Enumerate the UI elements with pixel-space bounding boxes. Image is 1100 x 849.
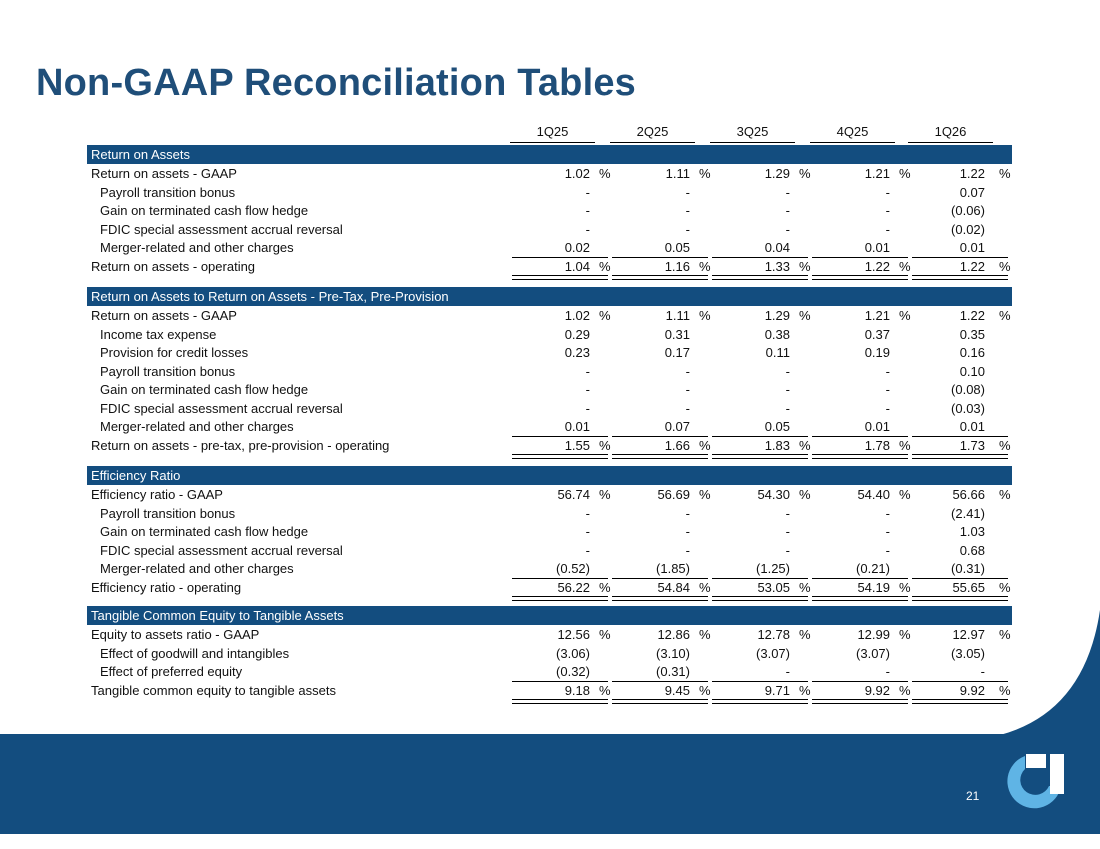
cell-value: (0.03) xyxy=(951,400,985,416)
cell-value: 1.22 xyxy=(959,258,985,274)
row-label: Merger-related and other charges xyxy=(100,240,294,255)
percent-sign: % xyxy=(699,579,711,595)
cell-value: 1.55 xyxy=(564,437,590,453)
row-label: Gain on terminated cash flow hedge xyxy=(100,382,309,397)
cell-value: 56.22 xyxy=(557,579,590,595)
cell-value: - xyxy=(785,203,790,218)
cell-value: (0.08) xyxy=(951,382,985,397)
percent-sign: % xyxy=(899,682,911,698)
column-header-1q25: 1Q25 xyxy=(510,124,595,143)
cell-value: - xyxy=(785,363,790,379)
cell-value: - xyxy=(585,524,590,539)
cell-value: 9.92 xyxy=(864,682,890,698)
section-header-label: Efficiency Ratio xyxy=(91,468,181,483)
cell-value: 12.99 xyxy=(857,627,890,642)
percent-sign: % xyxy=(599,258,611,274)
cell-value: 0.01 xyxy=(959,419,985,434)
cell-value: - xyxy=(685,382,690,397)
cell-value: - xyxy=(885,184,890,200)
cell-value: - xyxy=(885,505,890,521)
percent-sign: % xyxy=(799,258,811,274)
cell-value: 0.68 xyxy=(959,542,985,558)
percent-sign: % xyxy=(899,437,911,453)
cell-value: 1.78 xyxy=(864,437,890,453)
cell-value: 0.23 xyxy=(564,345,590,360)
percent-sign: % xyxy=(599,579,611,595)
cell-value: 1.73 xyxy=(959,437,985,453)
cell-value: 0.07 xyxy=(959,184,985,200)
cell-value: (3.10) xyxy=(656,645,690,661)
percent-sign: % xyxy=(999,166,1011,181)
cell-value: (1.25) xyxy=(756,561,790,576)
cell-value: - xyxy=(685,542,690,558)
cell-value: 0.29 xyxy=(564,326,590,342)
cell-value: (3.07) xyxy=(856,645,890,661)
cell-value: 53.05 xyxy=(757,579,790,595)
row-label: Gain on terminated cash flow hedge xyxy=(100,203,309,218)
cell-value: 0.04 xyxy=(764,240,790,255)
cell-value: - xyxy=(685,524,690,539)
percent-sign: % xyxy=(799,308,811,323)
cell-value: - xyxy=(685,400,690,416)
row-label: Tangible common equity to tangible assets xyxy=(91,682,336,698)
cell-value: 9.45 xyxy=(664,682,690,698)
percent-sign: % xyxy=(599,437,611,453)
cell-value: 56.74 xyxy=(557,487,590,502)
cell-value: 0.01 xyxy=(864,240,890,255)
cell-value: 0.01 xyxy=(959,240,985,255)
cell-value: - xyxy=(785,524,790,539)
cell-value: - xyxy=(585,542,590,558)
cell-value: 0.17 xyxy=(664,345,690,360)
cell-value: (0.52) xyxy=(556,561,590,576)
percent-sign: % xyxy=(999,437,1011,453)
cell-value: - xyxy=(685,221,690,237)
cell-value: - xyxy=(785,505,790,521)
row-label: Efficiency ratio - GAAP xyxy=(91,487,223,502)
cell-value: 1.11 xyxy=(665,166,690,181)
percent-sign: % xyxy=(999,579,1011,595)
percent-sign: % xyxy=(999,258,1011,274)
percent-sign: % xyxy=(699,437,711,453)
percent-sign: % xyxy=(699,258,711,274)
cell-value: 1.29 xyxy=(764,166,790,181)
section-header-label: Return on Assets to Return on Assets - Pre-Tax, Pre-Provision xyxy=(91,289,449,304)
row-label: Payroll transition bonus xyxy=(100,363,236,379)
cell-value: 0.01 xyxy=(864,419,890,434)
page-number: 21 xyxy=(966,789,980,803)
cell-value: (0.32) xyxy=(556,664,590,679)
cell-value: 1.04 xyxy=(564,258,590,274)
percent-sign: % xyxy=(799,487,811,502)
percent-sign: % xyxy=(699,627,711,642)
cell-value: (3.06) xyxy=(556,645,590,661)
cell-value: (0.21) xyxy=(856,561,890,576)
cell-value: 1.22 xyxy=(959,308,985,323)
column-header-1q26: 1Q26 xyxy=(908,124,993,143)
cell-value: - xyxy=(585,505,590,521)
cell-value: - xyxy=(585,221,590,237)
company-logo-icon xyxy=(1003,750,1069,816)
percent-sign: % xyxy=(799,627,811,642)
cell-value: - xyxy=(785,382,790,397)
cell-value: - xyxy=(785,221,790,237)
cell-value: 1.33 xyxy=(764,258,790,274)
cell-value: (3.07) xyxy=(756,645,790,661)
cell-value: (0.31) xyxy=(656,664,690,679)
cell-value: 0.31 xyxy=(664,326,690,342)
row-label: Provision for credit losses xyxy=(100,345,249,360)
row-label: Income tax expense xyxy=(100,326,217,342)
cell-value: 0.37 xyxy=(864,326,890,342)
percent-sign: % xyxy=(899,308,911,323)
cell-value: - xyxy=(685,505,690,521)
cell-value: (1.85) xyxy=(656,561,690,576)
cell-value: - xyxy=(885,400,890,416)
cell-value: - xyxy=(685,363,690,379)
cell-value: - xyxy=(885,203,890,218)
cell-value: 1.22 xyxy=(864,258,890,274)
cell-value: 12.56 xyxy=(557,627,590,642)
row-label: Return on assets - GAAP xyxy=(91,308,237,323)
percent-sign: % xyxy=(599,166,611,181)
percent-sign: % xyxy=(899,487,911,502)
cell-value: 1.16 xyxy=(664,258,690,274)
row-label: Efficiency ratio - operating xyxy=(91,579,242,595)
cell-value: 0.35 xyxy=(959,326,985,342)
cell-value: - xyxy=(885,221,890,237)
percent-sign: % xyxy=(999,682,1011,698)
percent-sign: % xyxy=(599,627,611,642)
row-label: Gain on terminated cash flow hedge xyxy=(100,524,309,539)
cell-value: 12.78 xyxy=(757,627,790,642)
cell-value: 1.21 xyxy=(864,308,890,323)
cell-value: - xyxy=(585,184,590,200)
cell-value: 12.97 xyxy=(952,627,985,642)
cell-value: 55.65 xyxy=(952,579,985,595)
cell-value: - xyxy=(785,542,790,558)
cell-value: 1.02 xyxy=(564,308,590,323)
cell-value: 0.05 xyxy=(764,419,790,434)
cell-value: 0.38 xyxy=(764,326,790,342)
cell-value: 56.66 xyxy=(952,487,985,502)
row-label: FDIC special assessment accrual reversal xyxy=(100,221,343,237)
percent-sign: % xyxy=(599,308,611,323)
percent-sign: % xyxy=(899,258,911,274)
cell-value: - xyxy=(885,363,890,379)
cell-value: 1.83 xyxy=(764,437,790,453)
row-label: FDIC special assessment accrual reversal xyxy=(100,542,343,558)
cell-value: 9.71 xyxy=(764,682,790,698)
row-label: Payroll transition bonus xyxy=(100,505,236,521)
cell-value: - xyxy=(785,400,790,416)
cell-value: 1.02 xyxy=(564,166,590,181)
cell-value: 0.16 xyxy=(959,345,985,360)
cell-value: 0.19 xyxy=(864,345,890,360)
cell-value: 54.19 xyxy=(857,579,890,595)
cell-value: - xyxy=(585,363,590,379)
percent-sign: % xyxy=(799,437,811,453)
percent-sign: % xyxy=(599,487,611,502)
cell-value: (3.05) xyxy=(951,645,985,661)
percent-sign: % xyxy=(799,166,811,181)
cell-value: - xyxy=(585,203,590,218)
row-label: Merger-related and other charges xyxy=(100,419,294,434)
percent-sign: % xyxy=(699,682,711,698)
cell-value: 1.66 xyxy=(664,437,690,453)
percent-sign: % xyxy=(699,166,711,181)
row-label: Effect of goodwill and intangibles xyxy=(100,645,290,661)
cell-value: 1.03 xyxy=(959,524,985,539)
cell-value: (2.41) xyxy=(951,505,985,521)
cell-value: 1.29 xyxy=(764,308,790,323)
cell-value: - xyxy=(585,382,590,397)
percent-sign: % xyxy=(699,308,711,323)
cell-value: 0.10 xyxy=(959,363,985,379)
cell-value: 12.86 xyxy=(657,627,690,642)
column-header-4q25: 4Q25 xyxy=(810,124,895,143)
cell-value: 1.11 xyxy=(665,308,690,323)
cell-value: 0.07 xyxy=(664,419,690,434)
cell-value: - xyxy=(585,400,590,416)
cell-value: - xyxy=(885,664,890,679)
row-label: Return on assets - GAAP xyxy=(91,166,237,181)
column-header-3q25: 3Q25 xyxy=(710,124,795,143)
cell-value: - xyxy=(885,524,890,539)
percent-sign: % xyxy=(799,682,811,698)
percent-sign: % xyxy=(999,487,1011,502)
cell-value: 0.01 xyxy=(564,419,590,434)
cell-value: - xyxy=(785,664,790,679)
cell-value: (0.31) xyxy=(951,561,985,576)
row-label: Effect of preferred equity xyxy=(100,664,243,679)
percent-sign: % xyxy=(899,627,911,642)
column-header-2q25: 2Q25 xyxy=(610,124,695,143)
row-label: Payroll transition bonus xyxy=(100,184,236,200)
cell-value: - xyxy=(685,203,690,218)
cell-value: 54.30 xyxy=(757,487,790,502)
cell-value: 9.18 xyxy=(564,682,590,698)
cell-value: (0.02) xyxy=(951,221,985,237)
cell-value: - xyxy=(785,184,790,200)
row-label: FDIC special assessment accrual reversal xyxy=(100,400,343,416)
cell-value: 56.69 xyxy=(657,487,690,502)
cell-value: (0.06) xyxy=(951,203,985,218)
row-label: Return on assets - pre-tax, pre-provision - operating xyxy=(91,437,390,453)
cell-value: - xyxy=(980,664,985,679)
percent-sign: % xyxy=(999,308,1011,323)
cell-value: 0.11 xyxy=(765,345,790,360)
page-title: Non-GAAP Reconciliation Tables xyxy=(36,62,637,104)
percent-sign: % xyxy=(999,627,1011,642)
row-label: Merger-related and other charges xyxy=(100,561,294,576)
cell-value: 54.40 xyxy=(857,487,890,502)
row-label: Equity to assets ratio - GAAP xyxy=(91,627,260,642)
cell-value: - xyxy=(885,382,890,397)
section-header-label: Return on Assets xyxy=(91,147,190,162)
section-header-label: Tangible Common Equity to Tangible Assets xyxy=(91,608,344,623)
row-label: Return on assets - operating xyxy=(91,258,256,274)
percent-sign: % xyxy=(899,166,911,181)
cell-value: 54.84 xyxy=(657,579,690,595)
cell-value: 9.92 xyxy=(959,682,985,698)
cell-value: - xyxy=(885,542,890,558)
percent-sign: % xyxy=(799,579,811,595)
cell-value: 0.02 xyxy=(564,240,590,255)
percent-sign: % xyxy=(599,682,611,698)
cell-value: 0.05 xyxy=(664,240,690,255)
cell-value: 1.22 xyxy=(959,166,985,181)
percent-sign: % xyxy=(699,487,711,502)
percent-sign: % xyxy=(899,579,911,595)
cell-value: - xyxy=(685,184,690,200)
cell-value: 1.21 xyxy=(864,166,890,181)
